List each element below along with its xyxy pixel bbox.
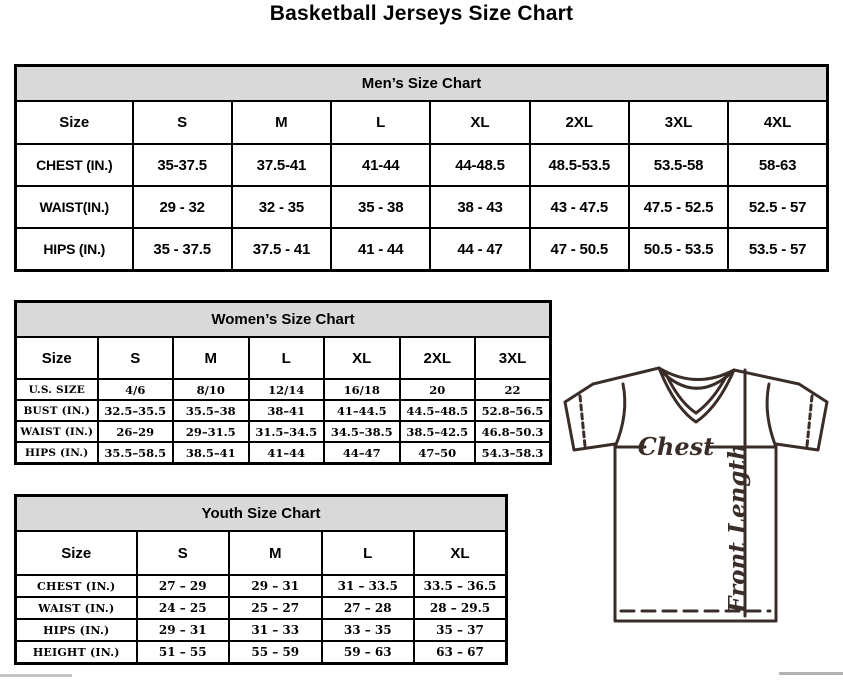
table-row [16, 144, 828, 186]
cell: 51 – 55 [137, 641, 230, 664]
column-header-s: S [137, 531, 230, 575]
column-header-size: Size [16, 531, 137, 575]
cell: 31 – 33 [229, 619, 322, 641]
cell: 31 – 33.5 [322, 575, 415, 597]
cell: 22 [475, 379, 551, 400]
jersey-outline [565, 368, 827, 621]
column-header-xl: XL [324, 337, 400, 379]
row-label: CHEST (IN.) [16, 144, 133, 186]
cell: 26–29 [98, 421, 174, 442]
mens-size-chart-table [14, 64, 829, 272]
cell: 16/18 [324, 379, 400, 400]
cell: 47 - 50.5 [530, 228, 629, 271]
cell: 44-48.5 [430, 144, 529, 186]
cell: 52.8–56.5 [475, 400, 551, 421]
scrollbar-fragment-left[interactable] [0, 674, 72, 677]
table-row [16, 619, 507, 641]
cell: 37.5 - 41 [232, 228, 331, 271]
column-header-4xl: 4XL [728, 101, 827, 144]
cell: 44.5–48.5 [400, 400, 476, 421]
cell: 47.5 - 52.5 [629, 186, 728, 228]
cell: 35-37.5 [133, 144, 232, 186]
cell: 63 – 67 [414, 641, 507, 664]
cell: 44–47 [324, 442, 400, 464]
row-label: HIPS (IN.) [16, 619, 137, 641]
column-header-3xl: 3XL [629, 101, 728, 144]
cell: 27 – 28 [322, 597, 415, 619]
column-header-m: M [173, 337, 249, 379]
cell: 44 - 47 [430, 228, 529, 271]
cell: 38 - 43 [430, 186, 529, 228]
table-row [16, 228, 828, 271]
cell: 32 - 35 [232, 186, 331, 228]
table-row [16, 597, 507, 619]
cell: 38.5–42.5 [400, 421, 476, 442]
front-length-label: Front Length [724, 443, 751, 613]
table-row [16, 186, 828, 228]
cell: 35 – 37 [414, 619, 507, 641]
cell: 27 – 29 [137, 575, 230, 597]
cell: 48.5-53.5 [530, 144, 629, 186]
cell: 29 – 31 [137, 619, 230, 641]
column-header-m: M [229, 531, 322, 575]
column-header-2xl: 2XL [400, 337, 476, 379]
row-label: HEIGHT (IN.) [16, 641, 137, 664]
cell: 55 – 59 [229, 641, 322, 664]
cell: 46.8–50.3 [475, 421, 551, 442]
jersey-measurement-diagram [555, 358, 843, 677]
table-title-row [16, 302, 551, 338]
cell: 20 [400, 379, 476, 400]
cell: 33.5 – 36.5 [414, 575, 507, 597]
chest-label: Chest [637, 432, 715, 461]
scrollbar-fragment-right[interactable] [779, 672, 843, 675]
row-label: U.S. SIZE [16, 379, 98, 400]
cell: 34.5–38.5 [324, 421, 400, 442]
cell: 35 - 38 [331, 186, 430, 228]
table-row [16, 379, 551, 400]
youth-size-chart-table [14, 494, 508, 665]
cell: 32.5–35.5 [98, 400, 174, 421]
cell: 25 – 27 [229, 597, 322, 619]
cell: 4/6 [98, 379, 174, 400]
table-row [16, 400, 551, 421]
table-title: Men’s Size Chart [16, 66, 828, 102]
cell: 24 – 25 [137, 597, 230, 619]
column-header-l: L [249, 337, 325, 379]
cell: 29 – 31 [229, 575, 322, 597]
row-label: HIPS (IN.) [16, 228, 133, 271]
cell: 58-63 [728, 144, 827, 186]
column-header-xl: XL [430, 101, 529, 144]
row-label: WAIST (IN.) [16, 421, 98, 442]
table-row [16, 442, 551, 464]
cell: 53.5-58 [629, 144, 728, 186]
cell: 28 – 29.5 [414, 597, 507, 619]
cell: 59 – 63 [322, 641, 415, 664]
cell: 29 - 32 [133, 186, 232, 228]
cell: 47–50 [400, 442, 476, 464]
row-label: WAIST(IN.) [16, 186, 133, 228]
row-label: CHEST (IN.) [16, 575, 137, 597]
cell: 43 - 47.5 [530, 186, 629, 228]
column-header-xl: XL [414, 531, 507, 575]
cell: 35 - 37.5 [133, 228, 232, 271]
womens-size-chart-table [14, 300, 552, 465]
table-header-row [16, 101, 828, 144]
column-header-3xl: 3XL [475, 337, 551, 379]
cell: 31.5–34.5 [249, 421, 325, 442]
cell: 54.3–58.3 [475, 442, 551, 464]
table-title: Women’s Size Chart [16, 302, 551, 338]
cell: 37.5-41 [232, 144, 331, 186]
table-title-row [16, 496, 507, 532]
column-header-size: Size [16, 101, 133, 144]
cell: 29–31.5 [173, 421, 249, 442]
cell: 41–44.5 [324, 400, 400, 421]
table-title: Youth Size Chart [16, 496, 507, 532]
cell: 35.5–38 [173, 400, 249, 421]
row-label: WAIST (IN.) [16, 597, 137, 619]
column-header-l: L [322, 531, 415, 575]
cell: 41 - 44 [331, 228, 430, 271]
cell: 50.5 - 53.5 [629, 228, 728, 271]
cell: 53.5 - 57 [728, 228, 827, 271]
table-header-row [16, 531, 507, 575]
row-label: HIPS (IN.) [16, 442, 98, 464]
cell: 52.5 - 57 [728, 186, 827, 228]
table-title-row [16, 66, 828, 102]
page-title: Basketball Jerseys Size Chart [269, 2, 574, 25]
table-header-row [16, 337, 551, 379]
table-row [16, 575, 507, 597]
cell: 12/14 [249, 379, 325, 400]
column-header-size: Size [16, 337, 98, 379]
cell: 8/10 [173, 379, 249, 400]
column-header-l: L [331, 101, 430, 144]
cell: 38.5–41 [173, 442, 249, 464]
table-row [16, 421, 551, 442]
cell: 33 – 35 [322, 619, 415, 641]
cell: 38–41 [249, 400, 325, 421]
column-header-s: S [133, 101, 232, 144]
row-label: BUST (IN.) [16, 400, 98, 421]
column-header-m: M [232, 101, 331, 144]
table-row [16, 641, 507, 664]
cell: 41-44 [331, 144, 430, 186]
column-header-2xl: 2XL [530, 101, 629, 144]
cell: 41–44 [249, 442, 325, 464]
column-header-s: S [98, 337, 174, 379]
cell: 35.5–58.5 [98, 442, 174, 464]
